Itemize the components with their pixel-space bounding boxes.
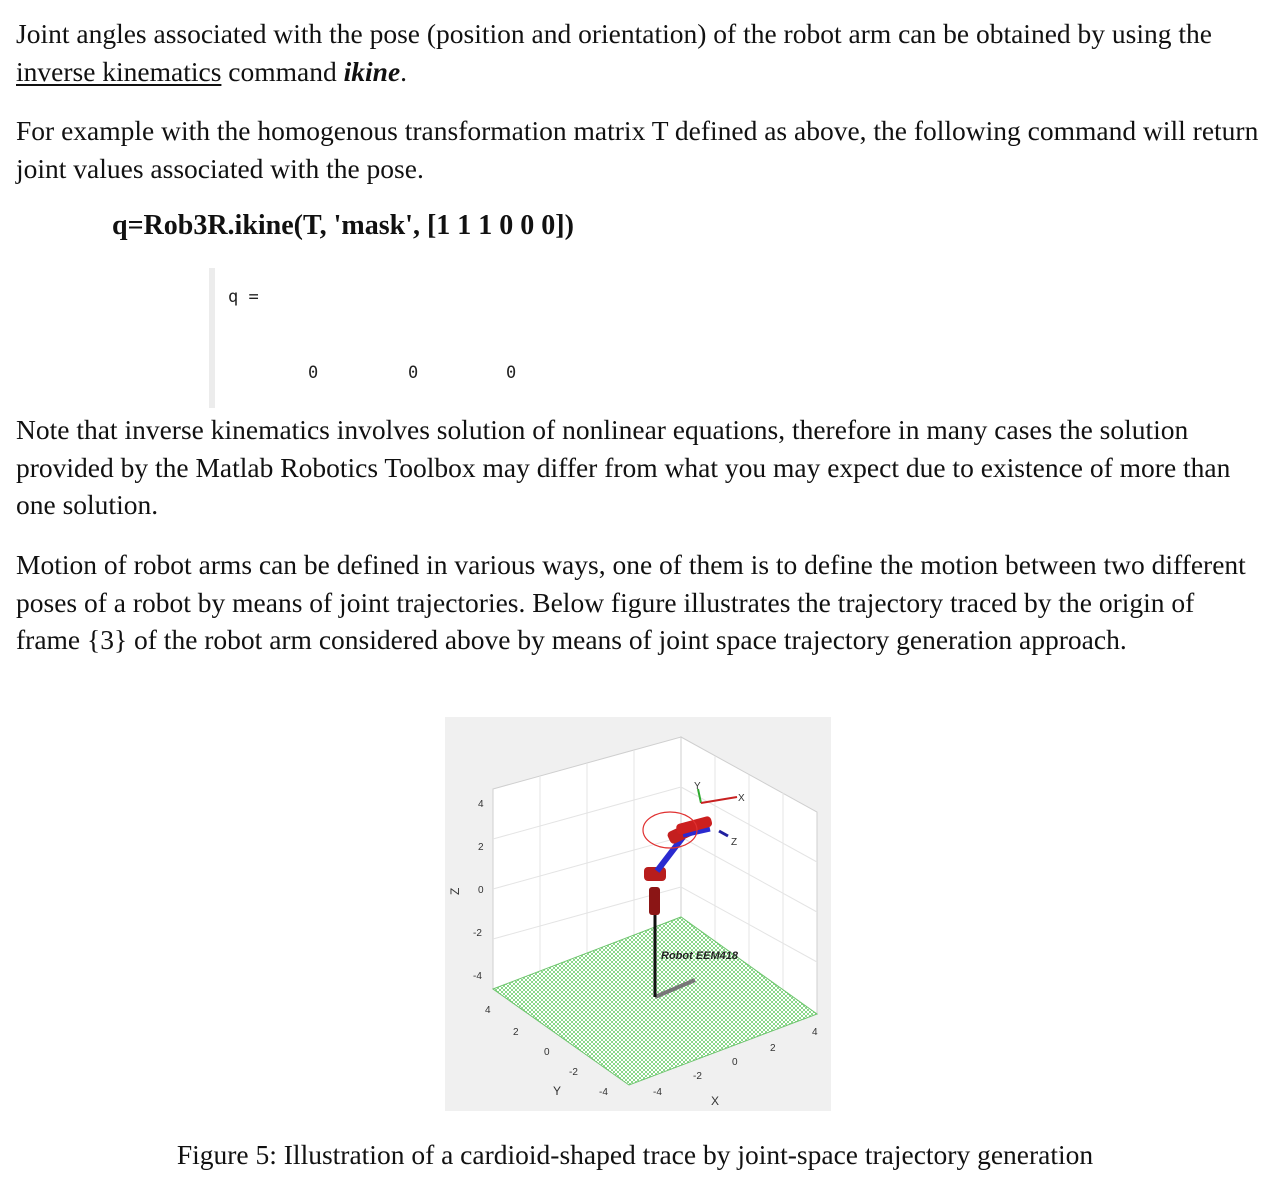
ikine-command: q=Rob3R.ikine(T, 'mask', [1 1 1 0 0 0]) <box>112 210 574 241</box>
robot-plot <box>445 717 831 1111</box>
inverse-kinematics-link[interactable]: inverse kinematics <box>16 55 222 87</box>
figure-caption: Figure 5: Illustration of a cardioid-shaped trace by joint-space trajectory generation <box>176 1139 1094 1170</box>
svg-text:4: 4 <box>478 799 484 810</box>
intro-text-end: . <box>400 55 408 87</box>
x-axis-label: X <box>711 1094 720 1108</box>
svg-text:4: 4 <box>485 1005 491 1016</box>
svg-text:4: 4 <box>812 1027 818 1038</box>
svg-text:0: 0 <box>478 885 484 896</box>
output-label: q = <box>228 287 259 307</box>
svg-text:2: 2 <box>770 1043 776 1054</box>
svg-text:2: 2 <box>478 842 484 853</box>
motion-paragraph: Motion of robot arms can be defined in various ways, one of them is to define the motion between two different poses of a robot by means of joint trajectories. Below figure illustrates the trajectory traced by the origin of frame {3} of the robot arm considered above by means of joint space trajectory generation approach. <box>16 549 1246 655</box>
svg-text:-4: -4 <box>473 971 482 982</box>
robot-figure <box>445 717 831 1111</box>
z-axis-label: Z <box>448 887 462 895</box>
frame-y-label: Y <box>694 781 701 792</box>
intro-text: Joint angles associated with the pose (position and orientation) of the robot arm can be obtained by using the <box>16 18 1212 49</box>
frame-x-label: X <box>738 793 745 804</box>
output-value-2: 0 <box>408 363 419 383</box>
robot-label: Robot EEM418 <box>661 950 739 962</box>
intro-paragraph <box>16 15 1261 90</box>
svg-text:-4: -4 <box>599 1087 608 1098</box>
frame-z-label: Z <box>731 837 738 848</box>
svg-text:-4: -4 <box>653 1087 662 1098</box>
output-value-1: 0 <box>308 363 319 383</box>
svg-text:-2: -2 <box>693 1071 702 1082</box>
svg-text:-2: -2 <box>473 928 482 939</box>
y-axis-label: Y <box>553 1084 562 1098</box>
svg-text:0: 0 <box>732 1057 738 1068</box>
note-paragraph: Note that inverse kinematics involves solution of nonlinear equations, therefore in many cases the solution provided by the Matlab Robotics Toolbox may differ from what you may expect due to existence of more than one solution. <box>16 414 1231 520</box>
robot-link-base <box>649 887 660 915</box>
matlab-output-box <box>209 268 635 408</box>
example-paragraph: For example with the homogenous transformation matrix T defined as above, the following command will return joint values associated with the pose. <box>16 115 1259 184</box>
intro-text-middle: command <box>221 55 344 87</box>
output-value-3: 0 <box>506 363 517 383</box>
svg-text:0: 0 <box>544 1047 550 1058</box>
svg-text:-2: -2 <box>569 1067 578 1078</box>
svg-text:2: 2 <box>513 1027 519 1038</box>
ikine-command-name: ikine <box>343 55 401 87</box>
